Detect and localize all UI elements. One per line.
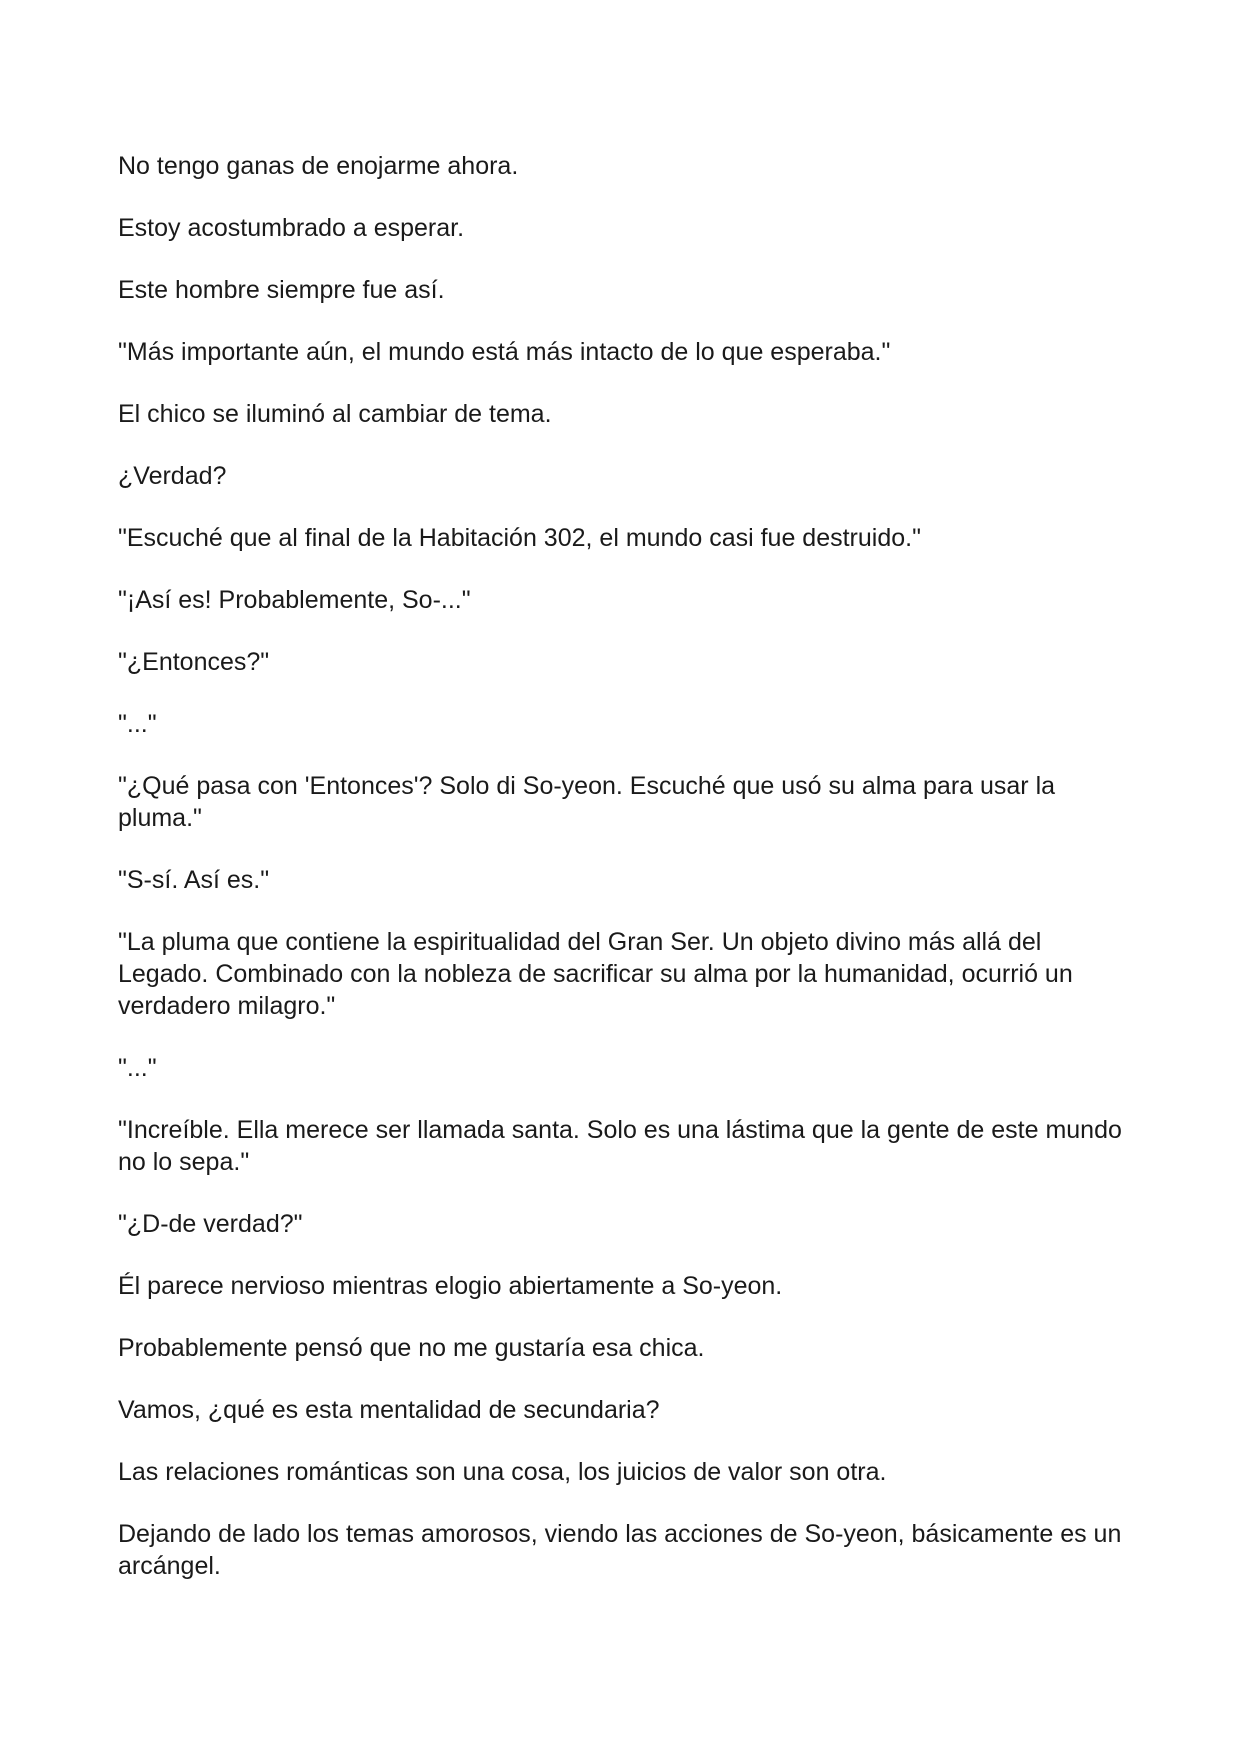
- paragraph: "¡Así es! Probablemente, So-...": [118, 586, 471, 614]
- paragraph: Dejando de lado los temas amorosos, viendo las acciones de So-yeon, básicamente es un arcángel.: [118, 1520, 1122, 1580]
- paragraph: Él parece nervioso mientras elogio abiertamente a So-yeon.: [118, 1272, 783, 1300]
- paragraph: El chico se iluminó al cambiar de tema.: [118, 400, 552, 428]
- paragraph: Las relaciones románticas son una cosa, los juicios de valor son otra.: [118, 1458, 887, 1486]
- paragraph: Estoy acostumbrado a esperar.: [118, 214, 465, 242]
- paragraph: "Más importante aún, el mundo está más intacto de lo que esperaba.": [118, 338, 891, 366]
- paragraph: "¿Qué pasa con 'Entonces'? Solo di So-yeon. Escuché que usó su alma para usar la pluma.": [118, 772, 1056, 832]
- paragraph: "¿Entonces?": [118, 648, 270, 676]
- paragraph: "Escuché que al final de la Habitación 302, el mundo casi fue destruido.": [118, 524, 921, 552]
- paragraph: "La pluma que contiene la espiritualidad del Gran Ser. Un objeto divino más allá del Legado. Combinado con la nobleza de sacrificar su alma por la humanidad, ocurrió un verdadero milagro.": [118, 928, 1073, 1020]
- paragraph: No tengo ganas de enojarme ahora.: [118, 152, 519, 180]
- document-body: [118, 150, 1128, 1612]
- paragraph: Vamos, ¿qué es esta mentalidad de secundaria?: [118, 1396, 660, 1424]
- paragraph: Este hombre siempre fue así.: [118, 276, 445, 304]
- paragraph: Probablemente pensó que no me gustaría esa chica.: [118, 1334, 705, 1362]
- paragraph: "S-sí. Así es.": [118, 866, 270, 894]
- paragraph: "...": [118, 1054, 157, 1082]
- paragraph: "...": [118, 710, 157, 738]
- paragraph: "¿D-de verdad?": [118, 1210, 303, 1238]
- paragraph: "Increíble. Ella merece ser llamada santa. Solo es una lástima que la gente de este mundo no lo sepa.": [118, 1116, 1122, 1176]
- paragraph: ¿Verdad?: [118, 462, 227, 490]
